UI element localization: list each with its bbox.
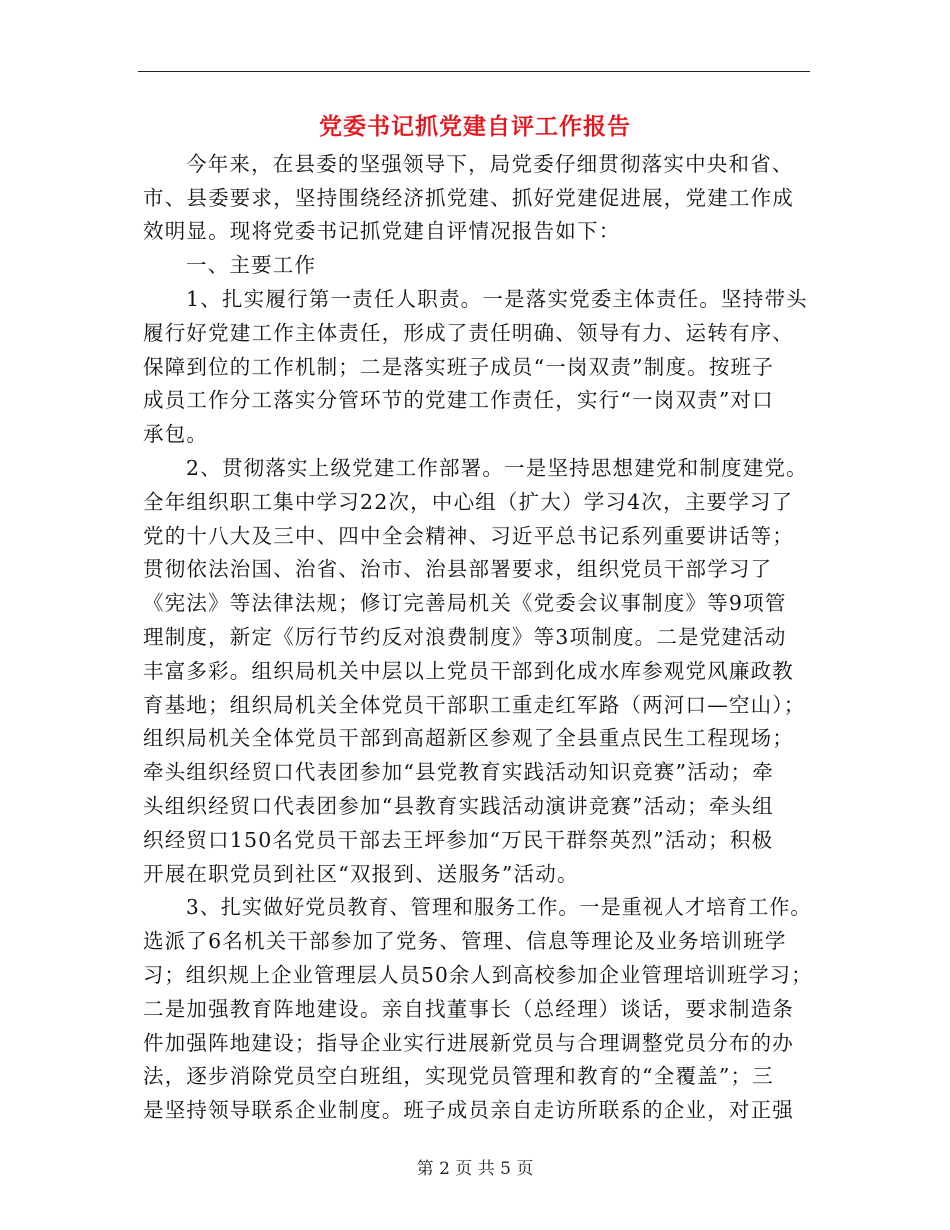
text-line: 党的十八大及三中、四中全会精神、习近平总书记系列重要讲话等；	[143, 524, 794, 548]
text-line: 丰富多彩。组织局机关中层以上党员干部到化成水库参观党风廉政教	[143, 659, 794, 683]
header-rule	[138, 71, 810, 72]
text-line: 全年组织职工集中学习22次，中心组（扩大）学习4次，主要学习了	[143, 490, 794, 514]
text-line: 牵头组织经贸口代表团参加“县党教育实践活动知识竞赛”活动；牵	[143, 760, 774, 784]
text-line: 开展在职党员到社区“双报到、送服务”活动。	[143, 862, 579, 886]
text-line: 是坚持领导联系企业制度。班子成员亲自走访所联系的企业，对正强	[143, 1098, 794, 1122]
text-line: 成员工作分工落实分管环节的党建工作责任，实行“一岗双责”对口	[143, 388, 774, 412]
text-line: 头组织经贸口代表团参加“县教育实践活动演讲竞赛”活动；牵头组	[143, 794, 774, 818]
document-title: 党委书记抓党建自评工作报告	[319, 113, 631, 140]
text-line: 今年来，在县委的坚强领导下，局党委仔细贯彻落实中央和省、	[186, 152, 794, 176]
page-number: 第 2 页 共 5 页	[416, 1159, 534, 1179]
text-line: 贯彻依法治国、治省、治市、治县部署要求，组织党员干部学习了	[143, 557, 773, 581]
text-line: 《宪法》等法律法规；修订完善局机关《党委会议事制度》等9项管	[143, 591, 787, 615]
section-heading: 一、主要工作	[186, 253, 317, 277]
text-line: 二是加强教育阵地建设。亲自找董事长（总经理）谈话，要求制造条	[143, 997, 794, 1021]
text-line: 3、扎实做好党员教育、管理和服务工作。一是重视人才培育工作。	[186, 895, 812, 919]
text-line: 习；组织规上企业管理层人员50余人到高校参加企业管理培训班学习；	[143, 963, 813, 987]
text-line: 1、扎实履行第一责任人职责。一是落实党委主体责任。坚持带头	[186, 287, 808, 311]
text-line: 市、县委要求，坚持围绕经济抓党建、抓好党建促进展，党建工作成	[143, 186, 794, 210]
text-line: 理制度，新定《厉行节约反对浪费制度》等3项制度。二是党建活动	[143, 625, 787, 649]
text-line: 育基地；组织局机关全体党员干部职工重走红军路（两河口—空山）；	[143, 693, 806, 717]
text-line: 效明显。现将党委书记抓党建自评情况报告如下：	[143, 219, 621, 243]
text-line: 件加强阵地建设；指导企业实行进展新党员与合理调整党员分布的办	[143, 1031, 794, 1055]
text-line: 承包。	[143, 422, 209, 446]
text-line: 2、贯彻落实上级党建工作部署。一是坚持思想建党和制度建党。	[186, 456, 808, 480]
text-line: 法，逐步消除党员空白班组，实现党员管理和教育的“全覆盖”；三	[143, 1064, 774, 1088]
text-line: 织经贸口150名党员干部去王坪参加“万民干群祭英烈”活动；积极	[143, 828, 774, 852]
text-line: 履行好党建工作主体责任，形成了责任明确、领导有力、运转有序、	[143, 321, 794, 345]
text-line: 组织局机关全体党员干部到高超新区参观了全县重点民生工程现场；	[143, 726, 794, 750]
text-line: 保障到位的工作机制；二是落实班子成员“一岗双责”制度。按班子	[143, 355, 774, 379]
text-line: 选派了6名机关干部参加了党务、管理、信息等理论及业务培训班学	[143, 929, 787, 953]
